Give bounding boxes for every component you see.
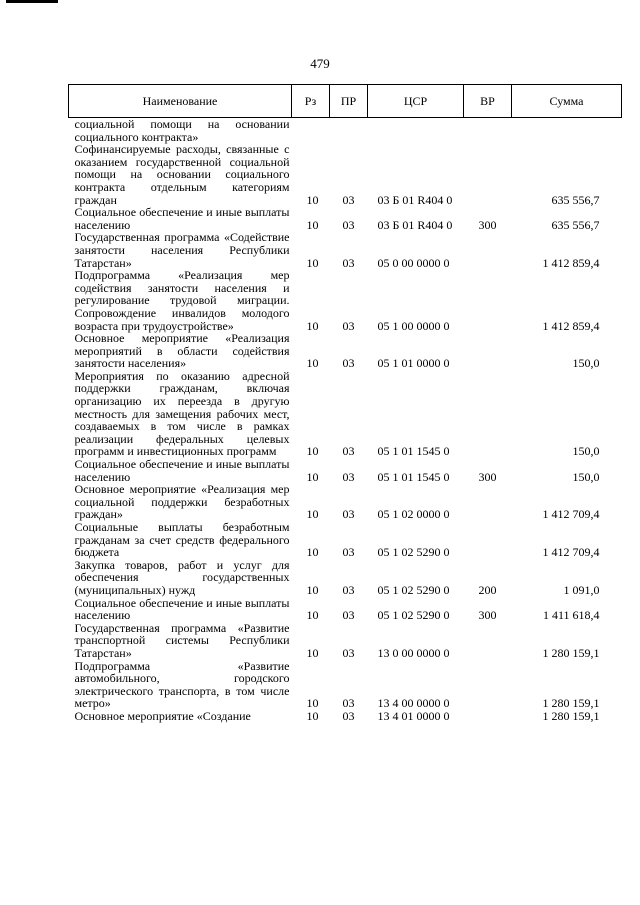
row-csr: 03 Б 01 R404 0 <box>377 192 453 207</box>
row-pr: 03 <box>342 217 355 232</box>
row-rz: 10 <box>306 545 319 560</box>
row-name: Государственная программа «Развитие транспортной системы Республики Татарстан» <box>74 620 290 660</box>
table-row <box>69 269 622 332</box>
row-name: Подпрограмма «Развитие автомобильного, городского электрического транспорта, в том числе метро» <box>74 658 290 711</box>
row-rz: 10 <box>306 708 319 723</box>
header-name: Наименование <box>69 85 292 118</box>
row-name: Основное мероприятие «Создание <box>74 708 251 723</box>
row-rz <box>292 118 330 144</box>
row-rz: 10 <box>306 318 319 333</box>
row-rz: 10 <box>306 217 319 232</box>
row-pr: 03 <box>342 608 355 623</box>
row-name: Софинансируемые расходы, связанные с оказанием государственной социальной помощи на основании социального контракта отдельным категориям граждан <box>74 142 290 207</box>
page-number: 479 <box>310 56 330 71</box>
row-rz: 10 <box>306 356 319 371</box>
row-pr: 03 <box>342 645 355 660</box>
row-csr: 05 1 02 5290 0 <box>377 545 450 560</box>
row-sum <box>512 118 622 144</box>
row-pr: 03 <box>342 696 355 711</box>
row-sum: 635 556,7 <box>551 217 600 232</box>
row-rz: 10 <box>306 469 319 484</box>
row-rz: 10 <box>306 582 319 597</box>
row-rz: 10 <box>306 645 319 660</box>
row-pr: 03 <box>342 545 355 560</box>
row-name: Основное мероприятие «Реализация мер социальной поддержки безработных граждан» <box>74 482 290 522</box>
table-body <box>69 118 622 723</box>
table-row <box>69 559 622 597</box>
table-row <box>69 332 622 370</box>
row-name: Социальное обеспечение и иные выплаты населению <box>74 205 290 232</box>
row-sum: 1 091,0 <box>563 582 600 597</box>
row-csr: 13 0 00 0000 0 <box>377 645 450 660</box>
row-sum: 150,0 <box>572 356 600 371</box>
row-pr: 03 <box>342 507 355 522</box>
table-row <box>69 521 622 559</box>
scan-edge-mark <box>6 0 58 3</box>
row-sum: 1 411 618,4 <box>542 608 600 623</box>
row-name: Государственная программа «Содействие занятости населения Республики Татарстан» <box>74 230 290 270</box>
row-csr: 05 0 00 0000 0 <box>377 255 450 270</box>
table-row <box>69 143 622 206</box>
row-vr: 200 <box>478 582 497 597</box>
row-vr <box>464 332 512 370</box>
row-pr: 03 <box>342 469 355 484</box>
row-name: Основное мероприятие «Реализация мероприятий в области содействия занятости населения» <box>74 331 290 371</box>
header-vr: ВР <box>464 85 512 118</box>
row-vr <box>464 660 512 710</box>
header-csr: ЦСР <box>368 85 464 118</box>
table-row <box>69 231 622 269</box>
table-row <box>69 118 622 144</box>
table-row <box>69 483 622 521</box>
row-rz: 10 <box>306 696 319 711</box>
row-sum: 1 412 859,4 <box>542 318 600 333</box>
row-sum: 1 412 709,4 <box>542 545 600 560</box>
row-vr <box>464 622 512 660</box>
row-pr: 03 <box>342 192 355 207</box>
header-rz: Рз <box>292 85 330 118</box>
row-csr: 05 1 02 0000 0 <box>377 507 450 522</box>
row-name: Социальное обеспечение и иные выплаты населению <box>74 595 290 623</box>
row-sum: 1 280 159,1 <box>542 708 600 723</box>
row-name: Подпрограмма «Реализация мер содействия занятости населения и регулирование трудовой миграции. Сопровождение инвалидов молодого возраста при трудоустройстве» <box>74 268 290 333</box>
table-row <box>69 622 622 660</box>
row-pr: 03 <box>342 318 355 333</box>
row-csr: 05 1 00 0000 0 <box>377 318 450 333</box>
row-vr <box>464 370 512 458</box>
row-vr <box>464 143 512 206</box>
table-row <box>69 710 622 723</box>
row-vr <box>464 483 512 521</box>
row-pr: 03 <box>342 708 355 723</box>
row-csr: 05 1 02 5290 0 <box>377 608 450 623</box>
table-row <box>69 458 622 483</box>
header-pr: ПР <box>330 85 368 118</box>
header-sum: Сумма <box>512 85 622 118</box>
row-sum: 1 280 159,1 <box>542 696 600 711</box>
row-vr <box>464 710 512 723</box>
row-rz: 10 <box>306 255 319 270</box>
row-csr: 05 1 01 1545 0 <box>377 444 450 459</box>
table-header <box>69 85 622 118</box>
row-name: Социальное обеспечение и иные выплаты населению <box>74 457 290 484</box>
row-sum: 1 280 159,1 <box>542 645 600 660</box>
row-vr: 300 <box>478 217 497 232</box>
row-csr: 05 1 01 0000 0 <box>377 356 450 371</box>
table-row <box>69 206 622 231</box>
row-vr <box>464 231 512 269</box>
table-row <box>69 370 622 458</box>
row-csr <box>368 118 464 144</box>
row-rz: 10 <box>306 192 319 207</box>
row-name: Закупка товаров, работ и услуг для обеспечения государственных (муниципальных) нужд <box>74 557 290 597</box>
row-rz: 10 <box>306 608 319 623</box>
row-csr: 13 4 01 0000 0 <box>377 708 450 723</box>
row-vr: 300 <box>478 608 497 623</box>
row-vr <box>464 269 512 332</box>
table-row <box>69 597 622 622</box>
row-rz: 10 <box>306 507 319 522</box>
row-pr: 03 <box>342 356 355 371</box>
row-vr: 300 <box>478 469 497 484</box>
row-pr <box>330 118 368 144</box>
row-pr: 03 <box>342 255 355 270</box>
row-pr: 03 <box>342 444 355 459</box>
row-pr: 03 <box>342 582 355 597</box>
row-csr: 05 1 01 1545 0 <box>377 469 450 484</box>
row-vr <box>464 521 512 559</box>
budget-table <box>68 84 622 723</box>
row-rz: 10 <box>306 444 319 459</box>
row-name: Социальные выплаты безработным гражданам за счет средств федерального бюджета <box>74 520 290 560</box>
row-csr: 03 Б 01 R404 0 <box>377 217 453 232</box>
row-name: социальной помощи на основании социального контракта» <box>74 117 290 144</box>
row-name: Мероприятия по оказанию адресной поддержки гражданам, включая организацию их переезда в другую местность для замещения рабочих мест, создаваемых в том числе в рамках реализации федеральных целевых программ и инвестиционных программ <box>74 368 290 459</box>
row-sum: 150,0 <box>572 444 600 459</box>
row-sum: 1 412 709,4 <box>542 507 600 522</box>
table-row <box>69 660 622 710</box>
row-sum: 1 412 859,4 <box>542 255 600 270</box>
row-vr <box>464 118 512 144</box>
row-sum: 635 556,7 <box>551 192 600 207</box>
row-csr: 05 1 02 5290 0 <box>377 582 450 597</box>
row-sum: 150,0 <box>572 469 600 484</box>
row-csr: 13 4 00 0000 0 <box>377 696 450 711</box>
